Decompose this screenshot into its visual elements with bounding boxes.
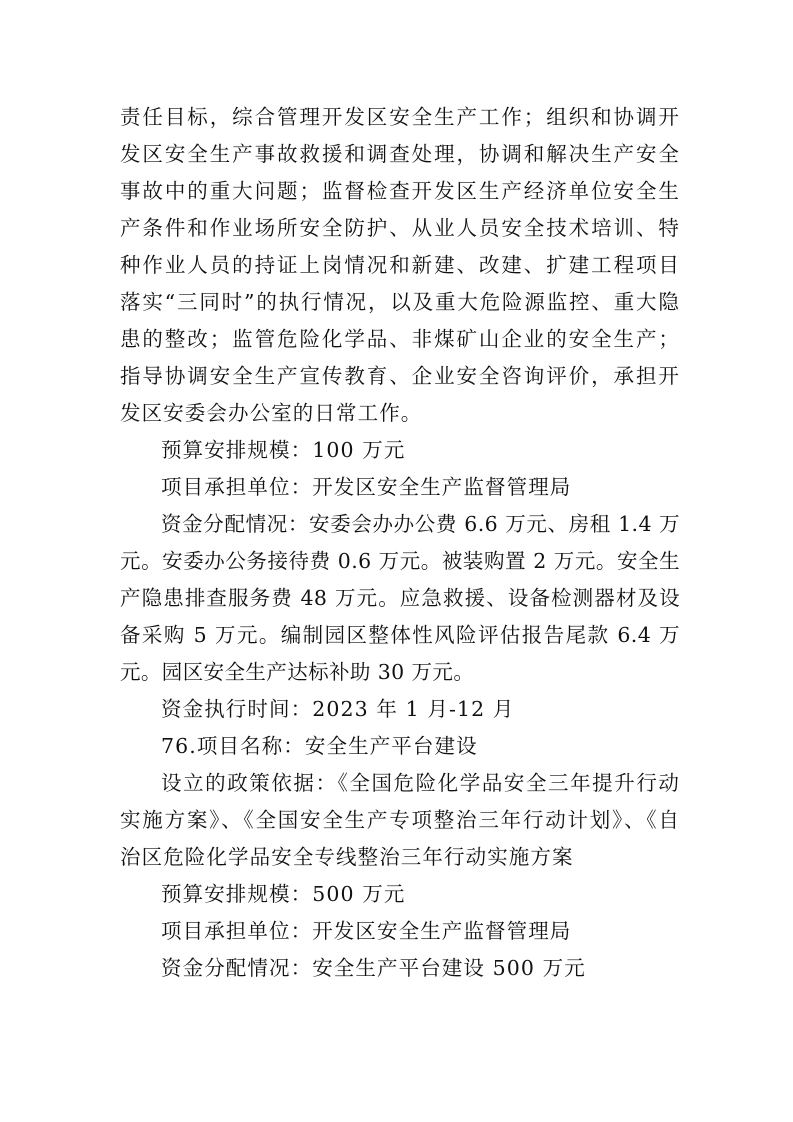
paragraph-project-name-76: 76.项目名称：安全生产平台建设 bbox=[161, 734, 478, 758]
paragraph-responsible-unit-1: 项目承担单位：开发区安全生产监督管理局 bbox=[161, 475, 572, 499]
paragraph-responsible-unit-2: 项目承担单位：开发区安全生产监督管理局 bbox=[161, 919, 572, 943]
paragraph-execution-time: 资金执行时间：2023 年 1 月-12 月 bbox=[161, 697, 515, 721]
paragraph-policy-basis: 设立的政策依据：《全国危险化学品安全三年提升行动实施方案》、《全国安全生产专项整治三年行动计划》、《自治区危险化学品安全专线整治三年行动实施方案 bbox=[120, 771, 680, 869]
paragraph-fund-allocation-1: 资金分配情况：安委会办办公费 6.6 万元、房租 1.4 万元。安委办公务接待费 0.6 万元。被装购置 2 万元。安全生产隐患排查服务费 48 万元。应急救援、设备检测器材及设备采购 5 万元。编制园区整体性风险评估报告尾款 6.4 万元。园区安全生产达标补助 30 万元。 bbox=[120, 512, 680, 684]
paragraph-fund-allocation-2: 资金分配情况：安全生产平台建设 500 万元 bbox=[161, 956, 586, 980]
paragraph-budget-scale-2: 预算安排规模：500 万元 bbox=[161, 882, 406, 906]
document-body bbox=[120, 99, 680, 987]
paragraph-budget-scale-1: 预算安排规模：100 万元 bbox=[161, 438, 406, 462]
paragraph-responsibilities: 责任目标，综合管理开发区安全生产工作；组织和协调开发区安全生产事故救援和调查处理，协调和解决生产安全事故中的重大问题；监督检查开发区生产经济单位安全生产条件和作业场所安全防护、从业人员安全技术培训、特种作业人员的持证上岗情况和新建、改建、扩建工程项目落实“三同时”的执行情况，以及重大危险源监控、重大隐患的整改；监管危险化学品、非煤矿山企业的安全生产；指导协调安全生产宣传教育、企业安全咨询评价，承担开发区安委会办公室的日常工作。 bbox=[120, 105, 680, 425]
